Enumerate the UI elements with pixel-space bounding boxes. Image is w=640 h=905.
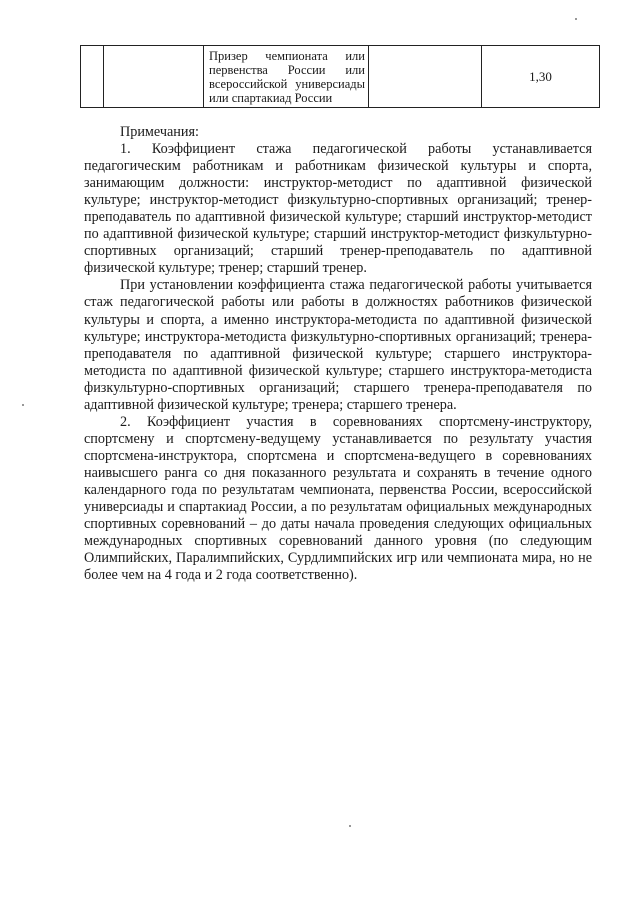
notes-heading: Примечания: (120, 124, 199, 140)
coefficient-table (80, 45, 600, 108)
table-cell-category (104, 46, 204, 108)
note-paragraph-1: 1. Коэффициент стажа педагогической работы устанавливается педагогическим работникам и работникам физической культуры и спорта, занимающим должности: инструктор-методист по адаптивной физической культуре; инструктор-методист физкультурно-спортивных организаций; тренер-преподаватель по адаптивной физической культуре; старший инструктор-методист по адаптивной физической культуре; старший инструктор-методист физкультурно-спортивных организаций; старший тренер-преподаватель по адаптивной физической культуре; тренер; старший тренер. (84, 141, 592, 277)
note-paragraph-3: 2. Коэффициент участия в соревнованиях спортсмену-инструктору, спортсмену и спортсмену-ведущему устанавливается по результату участия спортсмена-инструктора, спортсмена и спортсмена-ведущего в соревнованиях наивысшего ранга со дня показанного результата и сохранять в течение одного календарного года по результатам чемпионата, первенства России, всероссийской универсиады и спартакиад России, а по результатам официальных международных спортивных соревнований – до даты начала проведения следующих официальных международных спортивных соревнований данного уровня (по следующим Олимпийских, Паралимпийских, Сурдлимпийских игр или чемпионата мира, но не более чем на 4 года и 2 года соответственно). (84, 413, 592, 584)
notes-section (84, 124, 592, 584)
table-row (81, 46, 600, 108)
table-cell-coefficient: 1,30 (482, 46, 600, 108)
table-cell-description (204, 46, 369, 108)
scan-speck (575, 18, 577, 20)
scan-speck (349, 825, 351, 827)
description-text: Призер чемпионата или первенства России или всероссийской универсиады или спартакиад России (209, 49, 365, 105)
table-cell-number (81, 46, 104, 108)
table-cell-condition (369, 46, 482, 108)
note-paragraph-2: При установлении коэффициента стажа педагогической работы учитывается стаж педагогической работы или работы в должностях работников физической культуры и спорта, а именно инструктора-методиста по адаптивной физической культуре; инструктора-методиста физкультурно-спортивных организаций; тренера-преподавателя по адаптивной физической культуре; старшего инструктора-методиста по адаптивной физической культуре; старшего инструктора-методиста физкультурно-спортивных организаций; старшего тренера-преподавателя по адаптивной физической культуре; тренера; старшего тренера. (84, 277, 592, 413)
scan-speck (22, 404, 24, 406)
